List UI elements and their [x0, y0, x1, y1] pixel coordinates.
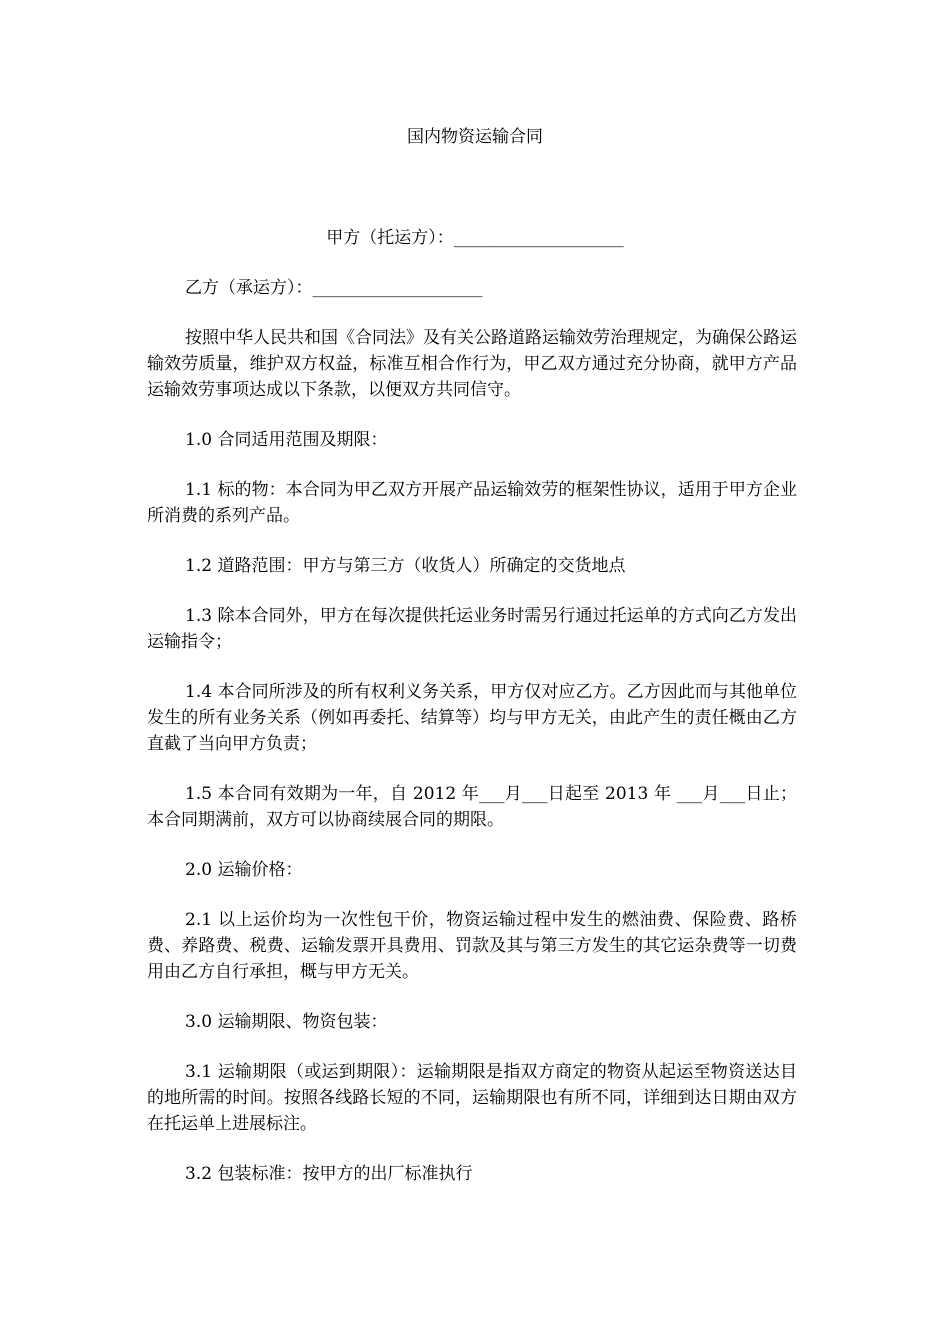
party-b-line: 乙方（承运方）：____________________ — [185, 278, 483, 298]
clause-2-1: 2.1 以上运价均为一次性包干价，物资运输过程中发生的燃油费、保险费、路桥费、养路费、税费、运输发票开具费用、罚款及其与第三方发生的其它运杂费等一切费用由乙方自行承担，概与甲方无关。 — [147, 910, 797, 982]
section-heading-1-0: 1.0 合同适用范围及期限： — [185, 430, 388, 450]
document-body — [147, 275, 797, 1211]
clause-1-4: 1.4 本合同所涉及的所有权利义务关系，甲方仅对应乙方。乙方因此而与其他单位发生的所有业务关系（例如再委托、结算等）均与甲方无关，由此产生的责任概由乙方直截了当向甲方负责； — [147, 682, 797, 754]
clause-1-1: 1.1 标的物：本合同为甲乙双方开展产品运输效劳的框架性协议，适用于甲方企业所消费的系列产品。 — [147, 480, 797, 526]
party-a-line: 甲方（托运方）：____________________ — [326, 228, 624, 248]
clause-3-1: 3.1 运输期限（或运到期限）：运输期限是指双方商定的物资从起运至物资送达目的地所需的时间。按照各线路长短的不同，运输期限也有所不同，详细到达日期由双方在托运单上进展标注。 — [147, 1062, 797, 1134]
section-heading-2-0: 2.0 运输价格： — [185, 860, 303, 880]
section-heading-3-0: 3.0 运输期限、物资包装： — [185, 1012, 388, 1032]
clause-3-2: 3.2 包装标准：按甲方的出厂标准执行 — [185, 1164, 473, 1184]
document-title: 国内物资运输合同 — [407, 127, 543, 147]
preamble-paragraph: 按照中华人民共和国《合同法》及有关公路道路运输效劳治理规定，为确保公路运输效劳质量，维护双方权益，标准互相合作行为，甲乙双方通过充分协商，就甲方产品运输效劳事项达成以下条款，以便双方共同信守。 — [147, 328, 797, 400]
clause-1-3: 1.3 除本合同外，甲方在每次提供托运业务时需另行通过托运单的方式向乙方发出运输指令； — [147, 606, 797, 652]
clause-1-5: 1.5 本合同有效期为一年，自 2012 年___月___日起至 2013 年 ___月___日止；本合同期满前，双方可以协商续展合同的期限。 — [147, 784, 797, 830]
clause-1-2: 1.2 道路范围：甲方与第三方（收货人）所确定的交货地点 — [185, 556, 626, 576]
